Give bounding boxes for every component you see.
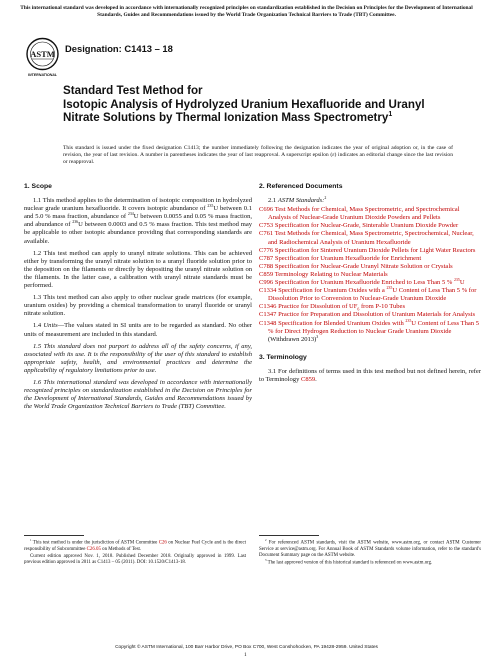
footnote-rule-right [259, 535, 319, 536]
ref-c696[interactable]: C696 Test Methods for Chemical, Mass Spectrometric, and Spectrochemical Analysis of Nuclear-Grade Uranium Dioxide Powders and Pellets [259, 206, 460, 222]
ref-c1334[interactable]: C1334 Specification for Uranium Oxides with a $^{235}$U Content of Less Than 5 % for Dissolution Prior to Conversion to Nuclear-Grade Uranium Dioxide [259, 284, 477, 303]
ref-c1347[interactable]: C1347 Practice for Preparation and Dissolution of Uranium Materials for Analysis [259, 311, 476, 319]
scope-heading: 1. Scope [24, 183, 52, 190]
right-column [259, 183, 481, 388]
ref-c788[interactable]: C788 Specification for Nuclear-Grade Uranyl Nitrate Solution or Crystals [259, 262, 453, 270]
scope-para-1-2: 1.2 This test method can apply to uranyl nitrate solutions. This can be achieved either by transforming the uranyl nitrate solution to a uranyl fluoride solution prior to the deposition on the filaments or directly by depositing the uranyl nitrate solution on the filaments. In the latter case, a calibration with uranyl nitrate standards must be performed. [24, 249, 252, 290]
footnote-rule-left [24, 535, 84, 536]
c26-link[interactable]: C26 [158, 540, 167, 546]
footnote-2: $^2$ For referenced ASTM standards, visit the ASTM website, www.astm.org, or contact ASTM Customer Service at service@astm.org. For Annual Book of ASTM Standards volume information, refer to the standard's Document Summary page on the ASTM website. [259, 538, 481, 558]
top-notice: This international standard was developed in accordance with internationally recognized principles on standardization established in the Decision on Principles for the Development of International Standards, Guides and Recommendations issued by the World Trade Organization Technical Barriers to Trade (TBT) Committee. [20, 5, 473, 18]
ref-c761[interactable]: C761 Test Methods for Chemical, Mass Spectrometric, Spectrochemical, Nuclear, and Radiochemical Analysis of Uranium Hexafluoride [259, 230, 474, 246]
page-number: 1 [244, 652, 247, 658]
ref-c787[interactable]: C787 Specification for Uranium Hexafluoride for Enrichment [259, 254, 422, 262]
footnote-3: $^3$ The last approved version of this historical standard is referenced on www.astm.org. [265, 557, 433, 566]
astm-standards-lead: 2.1 ASTM Standards:$^2$ [268, 194, 327, 205]
footnote-1-edition: Current edition approved Nov. 1, 2018. Published December 2018. Originally approved in 1999. Last previous edition approved in 2011 as C1413 – 05 (2011). DOI: 10.1520/C1413-18. [24, 553, 246, 565]
designation: Designation: C1413 – 18 [65, 43, 173, 54]
scope-para-1-6: 1.6 This international standard was developed in accordance with internationally recognized principles on standardization established in the Decision on Principles for the Development of International Standards, Guides and Recommendations issued by the World Trade Organization Technical Barriers to Trade (TBT) Committee. [24, 378, 252, 411]
terminology-heading: 3. Terminology [259, 353, 307, 361]
title-footnote-mark: 1 [388, 111, 393, 119]
ref-c1346[interactable]: C1346 Practice for Dissolution of $UF_6$ from P-10 Tubes [259, 303, 406, 312]
document-title [63, 84, 453, 125]
footnotes-right [259, 540, 481, 567]
scope-para-1-3: 1.3 This test method can also apply to other nuclear grade matrices (for example, uranium oxides) by providing a chemical transformation to uranyl fluoride or uranyl nitrate solution. [24, 294, 252, 318]
footnote-1: $^1$ This test method is under the jurisdiction of ASTM Committee C26 on Nuclear Fuel Cycle and is the direct responsibility of Subcommittee C26.05 on Methods of Test. [24, 538, 246, 552]
scope-para-1-5: 1.5 This standard does not purport to address all of the safety concerns, if any, associated with its use. It is the responsibility of the user of this standard to establish appropriate safety, health, and environmental practices and determine the applicability of regulatory limitations prior to use. [24, 342, 252, 374]
issuance-note: This standard is issued under the fixed designation C1413; the number immediately following the designation indicates the year of original adoption or, in the case of revision, the year of last revision. A number in parentheses indicates the year of last reapproval. A superscript epsilon (ε) indicates an editorial change since the last revision or reapproval. [63, 145, 453, 165]
ref-c753[interactable]: C753 Specification for Nuclear-Grade, Sinterable Uranium Dioxide Powder [259, 222, 459, 230]
title-line1: Standard Test Method for [63, 84, 203, 97]
c26-05-link[interactable]: C26.05 [86, 546, 101, 552]
referenced-documents-heading: 2. Referenced Documents [259, 183, 343, 190]
logo-wordmark: ASTM [30, 49, 55, 59]
ref-c776[interactable]: C776 Specification for Sintered Uranium Dioxide Pellets for Light Water Reactors [259, 246, 476, 254]
scope-para-1-1: 1.1 This method applies to the determination of isotopic composition in hydrolyzed nuclear grade uranium hexafluoride. It covers isotopic abundance of $^{235}$U between 0.1 and 5.0 % mass fraction, abundance of $^{234}$U between 0.0055 and 0.05 % mass fraction, and abundance of $^{236}$U between 0.0003 and 0.5 % mass fraction. This test method may be applicable to other isotopic abundance providing that corresponding standards are available. [24, 197, 252, 245]
ref-c996[interactable]: C996 Specification for Uranium Hexafluoride Enriched to Less Than 5 % $^{235}$U [259, 276, 465, 287]
ref-c859[interactable]: C859 Terminology Relating to Nuclear Materials [259, 270, 388, 278]
footnotes-left [24, 540, 246, 567]
astm-logo [26, 37, 59, 79]
title-main: Isotopic Analysis of Hydrolyzed Uranium Hexafluoride and Uranyl Nitrate Solutions by Thermal Ionization Mass Spectrometry [63, 97, 425, 125]
copyright-line: Copyright © ASTM International, 100 Barr Harbor Drive, PO Box C700, West Conshohocken, PA 19428-2959. United States [115, 645, 378, 650]
ref-c1348[interactable]: C1348 Specification for Blended Uranium Oxides with $^{235}$U Content of Less Than 5 % for Direct Hydrogen Reduction to Nuclear Grade Uranium Dioxide (Withdrawn 2013)$^3$ [259, 317, 479, 343]
logo-subtext: INTERNATIONAL [27, 73, 58, 77]
terminology-para-3-1: 3.1 For definitions of terms used in this test method but not defined herein, refer to Terminology C859. [259, 367, 481, 383]
left-column [24, 183, 252, 415]
scope-para-1-4: 1.4 Units—The values stated in SI units are to be regarded as standard. No other units of measurement are included in this standard. [24, 322, 253, 338]
c859-link[interactable]: C859 [300, 375, 316, 383]
